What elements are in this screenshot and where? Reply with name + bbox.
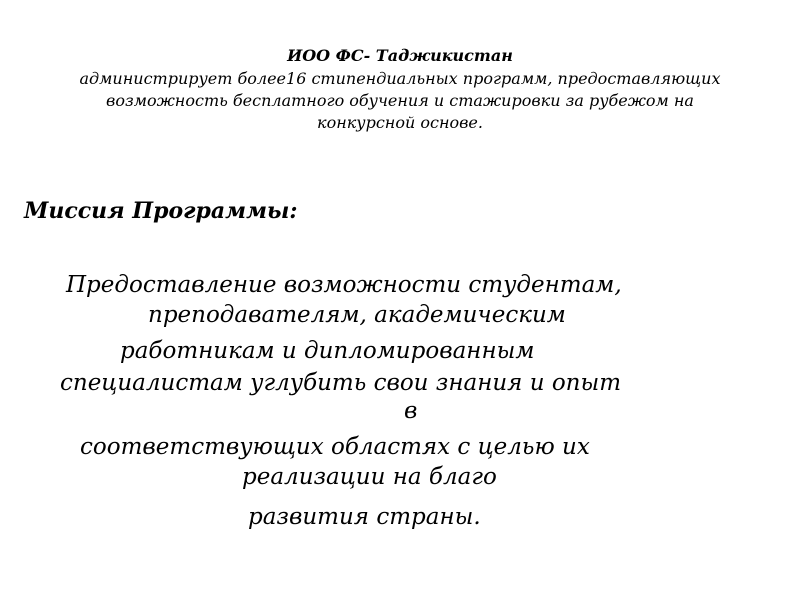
intro-line-2: возможность бесплатного обучения и стажировки за рубежом на xyxy=(106,91,694,110)
intro-line-3: конкурсной основе. xyxy=(317,113,483,132)
mission-line-4: специалистам углубить свои знания и опыт xyxy=(60,370,622,396)
mission-line-8: развития страны. xyxy=(248,504,481,530)
mission-line-5: в xyxy=(404,398,418,424)
organization-intro xyxy=(40,44,760,134)
organization-title: ИОО ФС- Таджикистан xyxy=(287,46,513,65)
mission-line-2: преподавателям, академическим xyxy=(148,302,566,328)
mission-line-7: реализации на благо xyxy=(242,464,497,490)
mission-line-6: соответствующих областях с целью их xyxy=(80,434,590,460)
mission-line-1: Предоставление возможности студентам, xyxy=(66,272,622,298)
intro-line-1: администрирует более16 стипендиальных программ, предоставляющих xyxy=(79,69,721,88)
mission-heading: Миссия Программы: xyxy=(24,198,298,224)
mission-line-3: работникам и дипломированным xyxy=(120,338,535,364)
